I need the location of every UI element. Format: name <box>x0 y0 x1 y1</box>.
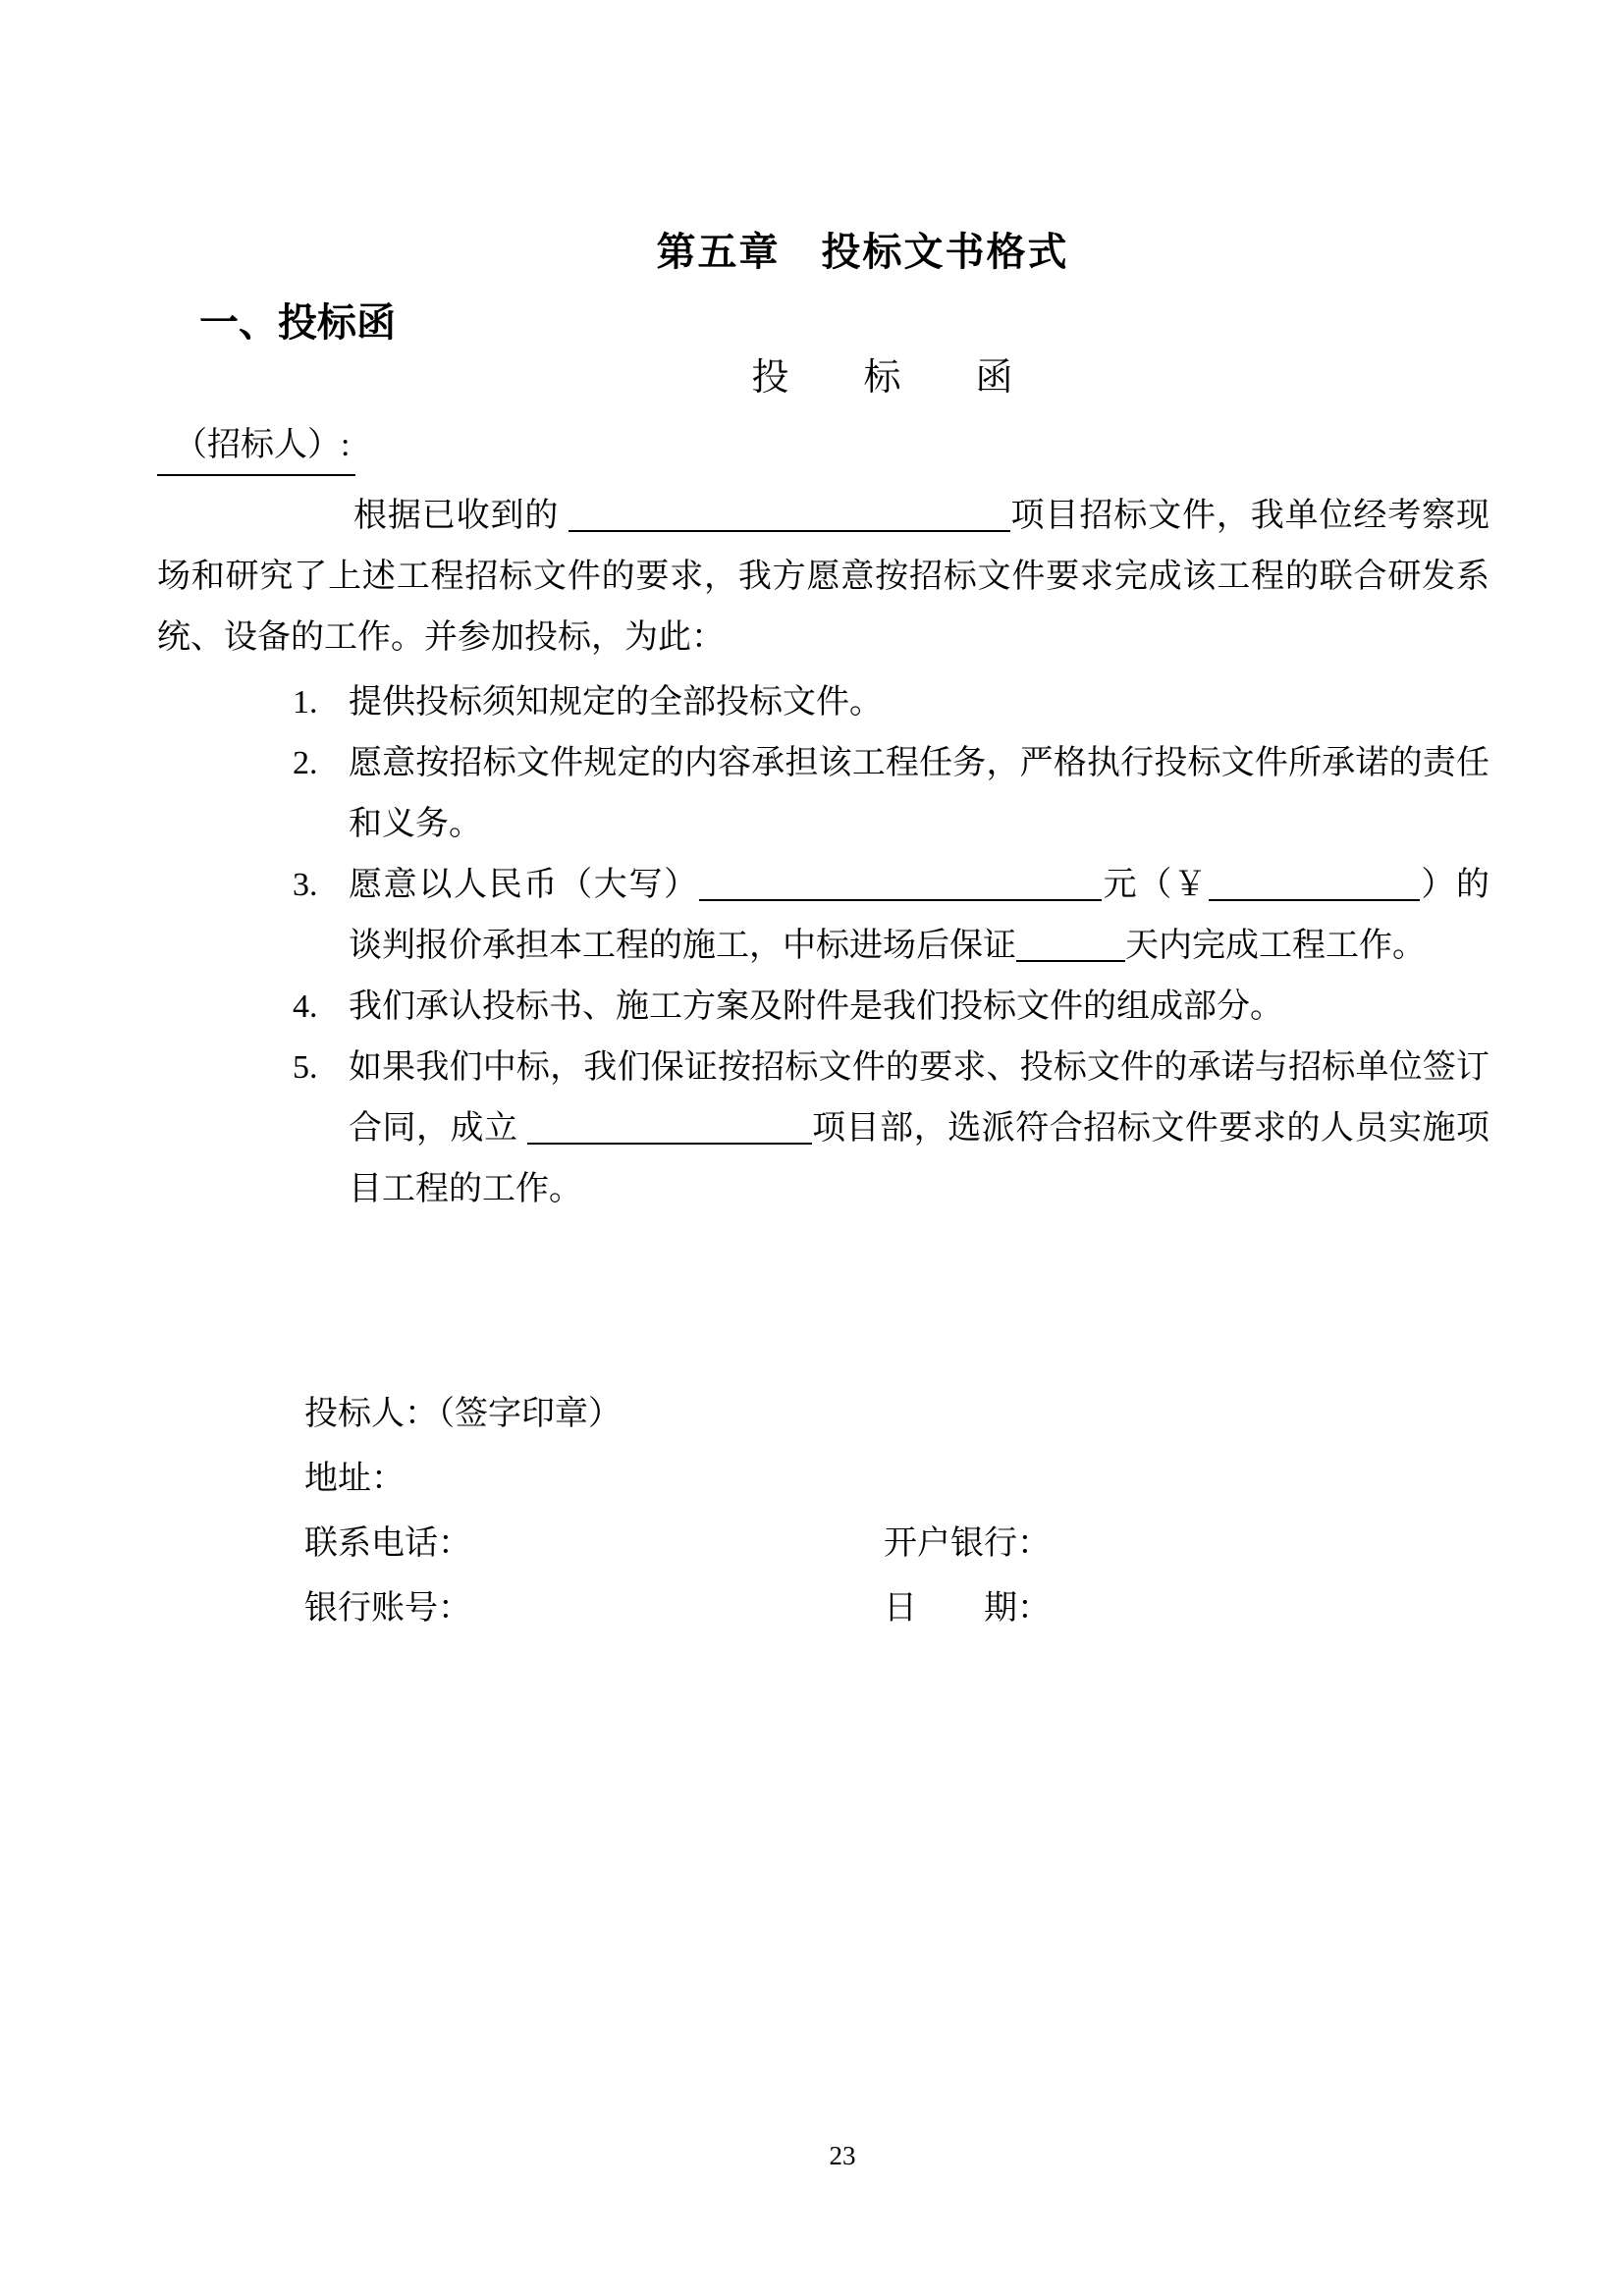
item-number: 4. <box>293 988 318 1025</box>
fill-in-blank <box>699 897 1102 901</box>
signature-row-account-date <box>304 1576 1489 1641</box>
addressee-label: （招标人）: <box>157 421 355 476</box>
account-label: 银行账号： <box>304 1590 471 1627</box>
item-body <box>349 977 1489 1038</box>
item-number: 1. <box>293 684 318 721</box>
signature-row-bidder <box>304 1382 1489 1447</box>
item-number: 2. <box>293 745 318 781</box>
letter-title: 投 标 函 <box>751 357 1013 399</box>
fill-in-blank <box>1016 958 1125 962</box>
signature-row-phone-bank <box>304 1512 1489 1576</box>
page-number: 23 <box>829 2141 856 2170</box>
fill-in-blank <box>1209 897 1420 901</box>
phone-label: 联系电话： <box>304 1525 471 1562</box>
list-item <box>157 855 1489 977</box>
bidder-label: 投标人：（签字印章） <box>304 1396 622 1432</box>
intro-rest: 项目招标文件，我单位经考察现场和研究了上述工程招标文件的要求，我方愿意按招标文件要求完成该工程的联合研发系统、设备的工作。并参加投标，为此： <box>157 498 1490 656</box>
item-body <box>349 855 1489 977</box>
chapter-title: 第五章 投标文书格式 <box>656 230 1069 274</box>
item-text: 元（￥ <box>1101 867 1209 903</box>
intro-lead: 根据已收到的 <box>353 498 568 534</box>
addressee-line <box>157 421 1489 476</box>
item-text: ）的谈判报价承担本工程的施工，中标进场后保证 <box>349 867 1489 964</box>
item-text: 愿意以人民币（大写） <box>349 867 699 903</box>
list-item <box>157 672 1489 733</box>
bid-commitment-list <box>157 672 1489 1220</box>
item-text: 提供投标须知规定的全部投标文件。 <box>349 684 883 721</box>
fill-in-blank <box>527 1141 812 1145</box>
list-item <box>157 733 1489 855</box>
section-heading: 一、投标函 <box>199 300 396 345</box>
signature-row-address <box>304 1447 1489 1512</box>
date-label: 日 期： <box>884 1590 1051 1627</box>
list-item <box>157 1038 1489 1220</box>
item-number: 5. <box>293 1049 318 1086</box>
bank-label: 开户银行： <box>884 1525 1051 1562</box>
project-name-blank <box>568 528 1010 532</box>
item-body <box>349 1038 1489 1220</box>
item-text: 项目部，选派符合招标文件要求的人员实施项目工程的工作。 <box>349 1110 1490 1207</box>
item-text: 天内完成工程工作。 <box>1125 928 1426 964</box>
item-text: 愿意按招标文件规定的内容承担该工程任务，严格执行投标文件所承诺的责任和义务。 <box>349 745 1489 842</box>
item-body <box>349 672 1489 733</box>
list-item <box>157 977 1489 1038</box>
signature-block <box>304 1382 1489 1641</box>
item-number: 3. <box>293 867 318 903</box>
item-text: 如果我们中标，我们保证按招标文件的要求、投标文件的承诺与招标单位签订合同，成立 <box>349 1049 1489 1147</box>
address-label: 地址： <box>304 1461 405 1497</box>
item-body <box>349 733 1489 855</box>
intro-paragraph <box>157 486 1489 668</box>
item-text: 我们承认投标书、施工方案及附件是我们投标文件的组成部分。 <box>349 988 1283 1025</box>
